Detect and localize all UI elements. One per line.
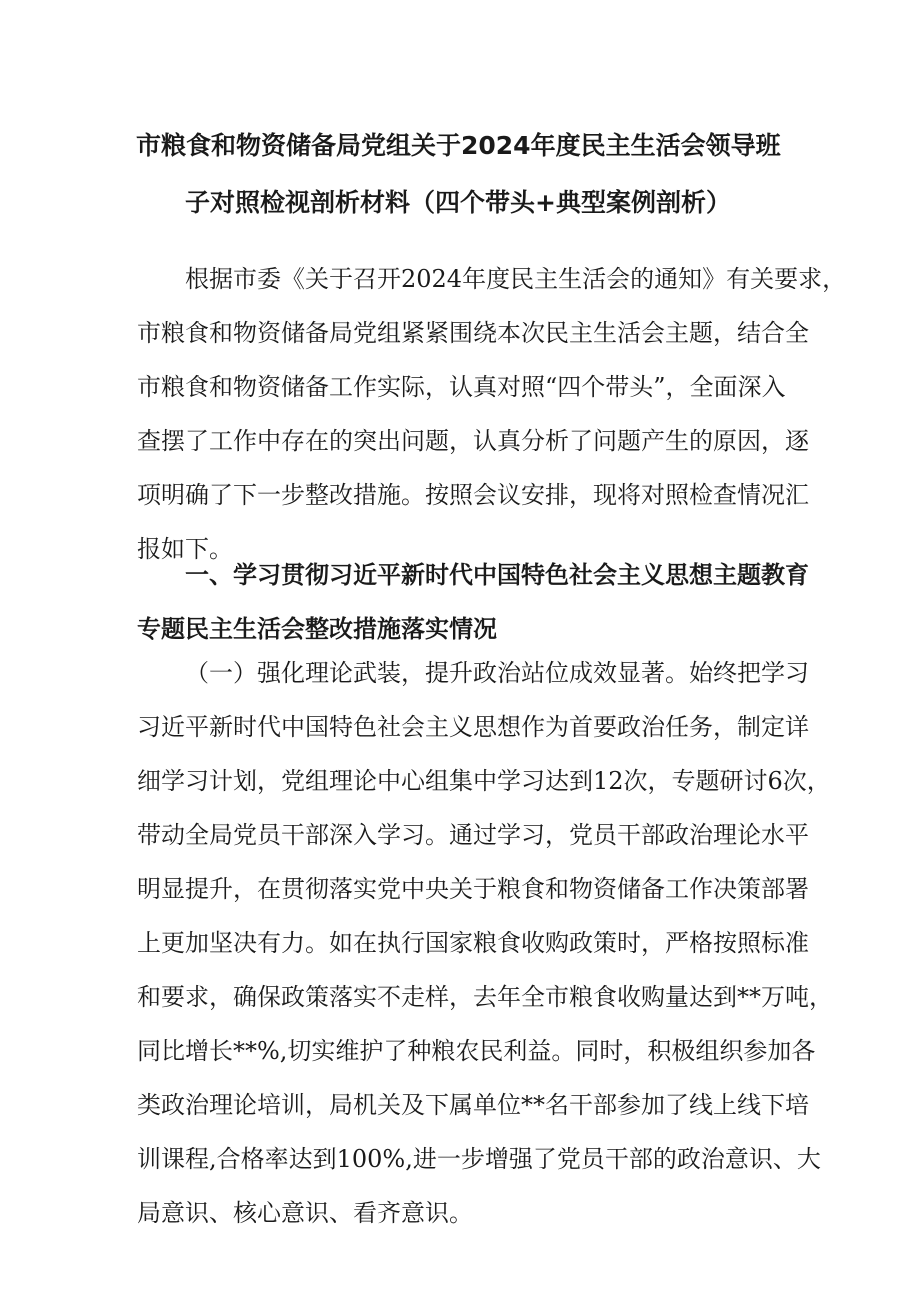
body-line: 和要求，确保政策落实不走样，去年全市粮食收购量达到**万吨，: [137, 983, 833, 1011]
intro-line: 项明确了下一步整改措施。按照会议安排，现将对照检查情况汇: [137, 481, 809, 509]
body-line: 带动全局党员干部深入学习。通过学习，党员干部政治理论水平: [137, 821, 809, 849]
body-line: 细学习计划，党组理论中心组集中学习达到12次，专题研讨6次，: [137, 767, 831, 795]
body-line: 同比增长**%,切实维护了种粮农民利益。同时，积极组织参加各: [137, 1037, 816, 1065]
body-line: （一）强化理论武装，提升政治站位成效显著。始终把学习: [185, 659, 809, 687]
subsection-1-paragraph: [137, 646, 833, 1240]
body-line: 训课程,合格率达到100%,进一步增强了党员干部的政治意识、大: [137, 1145, 821, 1173]
body-line: 明显提升，在贯彻落实党中央关于粮食和物资储备工作决策部署: [137, 875, 809, 903]
body-line: 习近平新时代中国特色社会主义思想作为首要政治任务，制定详: [137, 713, 809, 741]
intro-line: 根据市委《关于召开2024年度民主生活会的通知》有关要求，: [185, 265, 847, 293]
intro-line: 报如下。: [137, 535, 233, 563]
intro-line: 市粮食和物资储备局党组紧紧围绕本次民主生活会主题，结合全: [137, 319, 809, 347]
intro-paragraph: [137, 252, 847, 576]
document-title-line-2: 子对照检视剖析材料（四个带头+典型案例剖析）: [185, 188, 731, 217]
body-line: 上更加坚决有力。如在执行国家粮食收购政策时，严格按照标准: [137, 929, 809, 957]
section-heading-line: 一、学习贯彻习近平新时代中国特色社会主义思想主题教育: [185, 561, 809, 589]
document-title-line-1: 市粮食和物资储备局党组关于2024年度民主生活会领导班: [136, 131, 781, 160]
section-heading-line: 专题民主生活会整改措施落实情况: [137, 615, 497, 643]
intro-line: 市粮食和物资储备工作实际，认真对照“四个带头”，全面深入: [137, 373, 786, 401]
intro-line: 查摆了工作中存在的突出问题，认真分析了问题产生的原因，逐: [137, 427, 809, 455]
body-line: 类政治理论培训，局机关及下属单位**名干部参加了线上线下培: [137, 1091, 809, 1119]
body-line: 局意识、核心意识、看齐意识。: [137, 1199, 473, 1227]
section-1-heading: [137, 548, 809, 656]
